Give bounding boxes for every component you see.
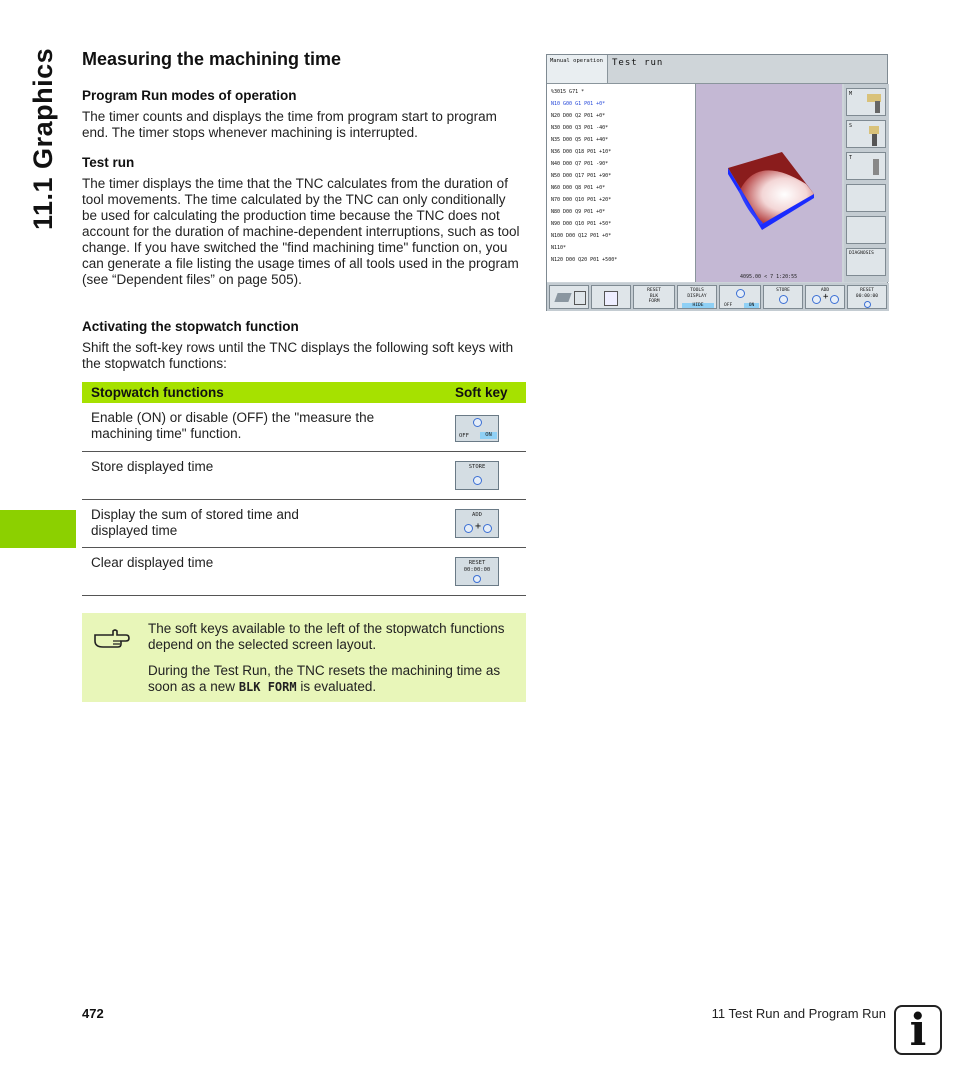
softkey-off-label: OFF	[459, 433, 469, 439]
display-softkey[interactable]	[591, 285, 631, 309]
section-title-stopwatch: Activating the stopwatch function	[82, 319, 299, 334]
store-softkey[interactable]	[455, 461, 499, 490]
table-row	[82, 548, 526, 596]
reset-time-softkey[interactable]: RESET 00:00:00	[847, 285, 887, 309]
note-box	[82, 613, 526, 702]
stopwatch-icon	[464, 524, 473, 533]
screen-mode-label: Manual operation	[547, 55, 608, 84]
section-title-test-run: Test run	[82, 155, 135, 170]
row-description: Display the sum of stored time and displayed time	[91, 507, 299, 538]
pointing-hand-icon	[93, 625, 131, 651]
blk-form-code: BLK FORM	[238, 680, 297, 694]
info-icon: i	[894, 1005, 942, 1055]
program-line: N36 D00 Q18 P01 +10*	[551, 149, 612, 155]
horizontal-softkey-bar	[547, 283, 889, 311]
softkey-label: RESET	[468, 560, 486, 566]
softkey-s[interactable]: S	[846, 120, 886, 148]
stopwatch-icon	[483, 524, 492, 533]
tool-icon	[875, 101, 880, 113]
table-header-functions: Stopwatch functions	[91, 385, 224, 400]
program-line: N110*	[551, 245, 567, 251]
workpiece-graphic	[696, 84, 842, 282]
spindle-icon	[872, 134, 877, 146]
softkey-on-label: ON	[480, 432, 497, 439]
softkey-sublabel: 00:00:00	[463, 567, 491, 573]
tools-display-softkey[interactable]: TOOLS DISPLAY HIDE	[677, 285, 717, 309]
note-paragraph-2: During the Test Run, the TNC resets the machining time as soon as a new BLK FORM is evaluated.	[148, 663, 501, 694]
softkey-m[interactable]: M	[846, 88, 886, 116]
softkey-t[interactable]: T	[846, 152, 886, 180]
softkey-label: ADD	[472, 512, 482, 518]
table-row	[82, 403, 526, 452]
view-softkey[interactable]	[549, 285, 589, 309]
page-number: 472	[82, 1006, 104, 1021]
on-toggle: ON	[744, 303, 759, 308]
spindle-icon	[869, 126, 879, 134]
store-softkey[interactable]: STORE	[763, 285, 803, 309]
magnify-icon	[574, 291, 586, 305]
program-line: N70 D00 Q10 P01 +20*	[551, 197, 612, 203]
chapter-footer: 11 Test Run and Program Run	[711, 1006, 886, 1021]
add-softkey[interactable]: ADD +	[805, 285, 845, 309]
program-listing	[547, 84, 696, 282]
stopwatch-table	[82, 382, 526, 596]
hide-toggle: HIDE	[682, 303, 714, 308]
vertical-softkey-bar	[844, 84, 889, 282]
program-line: N50 D00 Q17 P01 +90*	[551, 173, 612, 179]
plus-icon: +	[823, 292, 829, 302]
stopwatch-icon	[779, 295, 788, 304]
note-paragraph-1: The soft keys available to the left of the stopwatch functions depend on the selected screen layout.	[148, 621, 505, 652]
table-row	[82, 500, 526, 548]
program-line: N10 G00 G1 P01 +0*	[551, 101, 606, 107]
box-icon	[604, 291, 618, 306]
program-line: N20 D00 Q2 P01 +0*	[551, 113, 606, 119]
reset-time-softkey[interactable]	[455, 557, 499, 586]
stopwatch-icon	[473, 418, 482, 427]
section-text-stopwatch: Shift the soft-key rows until the TNC displays the following soft keys with the stopwatch functions:	[82, 340, 514, 371]
section-title-program-run: Program Run modes of operation	[82, 88, 297, 103]
chapter-tab-marker	[0, 510, 76, 548]
stopwatch-icon	[736, 289, 745, 298]
off-label: OFF	[724, 303, 733, 308]
page-heading: Measuring the machining time	[82, 49, 342, 69]
stopwatch-icon	[473, 476, 482, 485]
onoff-softkey[interactable]	[455, 415, 499, 442]
side-chapter-title: 11.1 Graphics	[28, 47, 58, 230]
stopwatch-icon	[864, 301, 871, 308]
stopwatch-icon	[473, 575, 481, 583]
row-description: Clear displayed time	[91, 555, 214, 570]
plus-icon: +	[475, 521, 482, 532]
section-text-program-run: The timer counts and displays the time from program start to program end. The timer stops whenever machining is interrupted.	[82, 109, 497, 140]
program-line: %3015 G71 *	[551, 89, 585, 95]
softkey-empty[interactable]	[846, 216, 886, 244]
program-line: N90 D00 Q10 P01 +50*	[551, 221, 612, 227]
program-line: N60 D00 Q8 P01 +0*	[551, 185, 606, 191]
reset-blk-form-softkey[interactable]: RESET BLK FORM	[633, 285, 675, 309]
program-line: N100 D00 Q12 P01 +0*	[551, 233, 612, 239]
program-line: N30 D00 Q3 P01 -40*	[551, 125, 609, 131]
stopwatch-icon	[830, 295, 839, 304]
stopwatch-onoff-softkey[interactable]	[719, 285, 761, 309]
screen-title: Test run	[608, 55, 887, 84]
workpiece-3d-icon	[696, 84, 842, 274]
row-description: Enable (ON) or disable (OFF) the "measure the machining time" function.	[91, 410, 375, 441]
program-line: N35 D00 Q5 P01 +40*	[551, 137, 609, 143]
row-description: Store displayed time	[91, 459, 214, 474]
softkey-label: STORE	[468, 464, 486, 470]
table-header	[82, 382, 526, 403]
table-row	[82, 452, 526, 500]
program-line: N40 D00 Q7 P01 -90*	[551, 161, 609, 167]
tnc-screen	[546, 54, 888, 311]
stopwatch-icon	[812, 295, 821, 304]
section-text-test-run: The timer displays the time that the TNC calculates from the duration of tool movements. The time calculated by the TNC can only conditionally be used for calculating the production time because the TNC does not account for the duration of machine-dependent interruptions, such as tool change. If you have switched the "find machining time" function on, you can generate a file listing the usage times of all tools used in the program (see “Dependent files” on page 505).	[82, 176, 520, 287]
softkey-diagnosis[interactable]: DIAGNOSIS	[846, 248, 886, 276]
status-readout: 4095.00 < 7 1:20:55	[696, 273, 842, 282]
program-line: N80 D00 Q9 P01 +0*	[551, 209, 606, 215]
softkey-empty[interactable]	[846, 184, 886, 212]
tool-change-icon	[873, 159, 879, 175]
add-softkey[interactable]	[455, 509, 499, 538]
view-icon	[554, 293, 571, 302]
table-header-softkey: Soft key	[455, 385, 508, 400]
program-line: N120 D00 Q20 P01 +500*	[551, 257, 618, 263]
